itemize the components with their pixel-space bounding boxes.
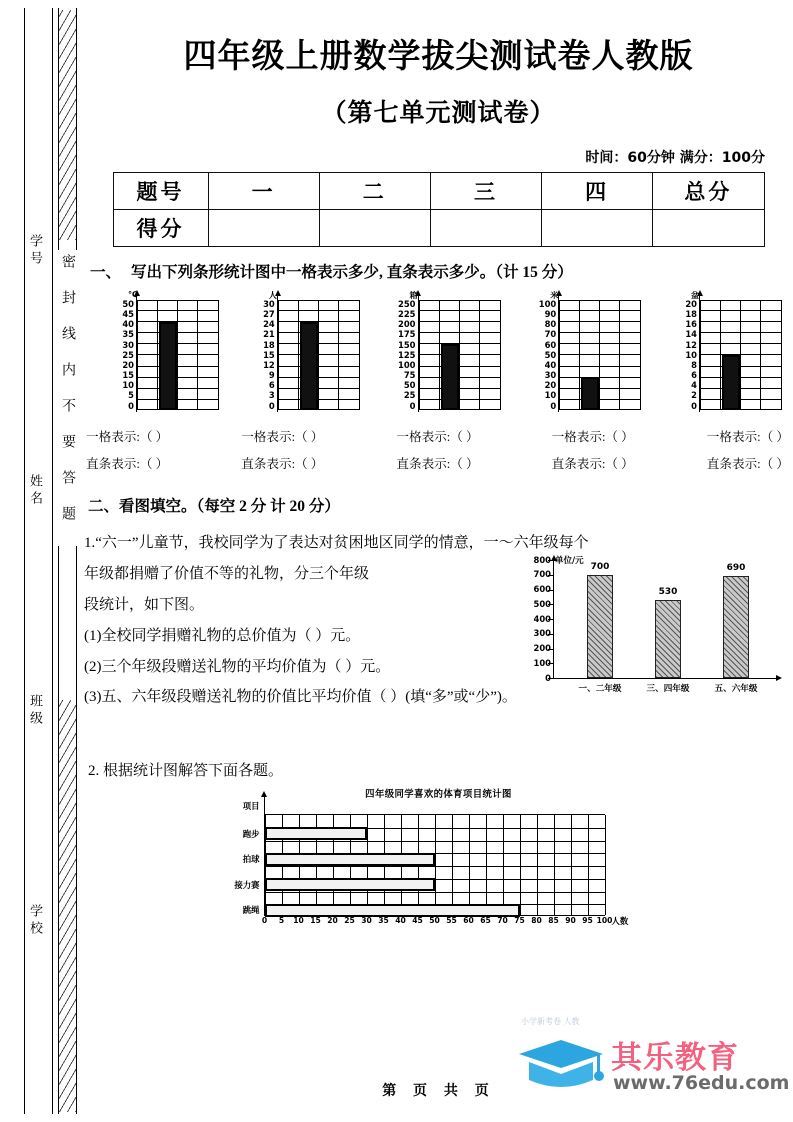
y-tick-label: 225 (398, 309, 416, 320)
grid-row (559, 322, 641, 333)
donation-bar (655, 600, 681, 678)
donation-y-tick-label: 500 (533, 598, 551, 609)
sports-x-axis-unit: 人数 (611, 916, 629, 926)
y-tick-label: 15 (122, 370, 134, 381)
mini-chart-y-ticks (245, 300, 275, 410)
grid-row (137, 300, 219, 311)
grid-row (137, 389, 219, 400)
logo-url-text: www.76edu.com (613, 1072, 790, 1094)
mini-chart-unit-label: 盆 (691, 291, 699, 300)
y-tick-label: 15 (263, 349, 275, 360)
score-col-3: 三 (430, 173, 541, 210)
grid-row (137, 311, 219, 322)
grid-row (278, 367, 360, 378)
mini-chart-grid-rows (278, 300, 360, 410)
exam-main-column (84, 0, 793, 1122)
mini-bar-chart-1 (104, 292, 222, 418)
grid-row (700, 389, 782, 400)
sealing-sidebar (0, 0, 80, 1122)
page-footer: 第 页 共 页 (382, 1083, 495, 1099)
sports-x-tick-label: 30 (361, 916, 372, 925)
y-tick-label: 25 (403, 390, 416, 401)
sports-x-tick-label: 90 (565, 916, 576, 925)
section-1-number: 一、 (90, 264, 122, 281)
y-tick-label: 20 (122, 359, 134, 370)
table-row (113, 173, 764, 210)
answer-blank-bar[interactable]: 直条表示:（ ） (86, 457, 169, 471)
y-tick-label: 60 (544, 339, 557, 350)
donation-category-label: 一、二年级 (578, 684, 622, 694)
donation-chart-unit-label: 单位/元 (555, 556, 584, 566)
y-tick-label: 20 (544, 380, 557, 391)
score-table (113, 172, 765, 247)
sports-grid-vline (503, 815, 504, 915)
y-tick-label: 10 (122, 380, 134, 391)
grid-row (137, 333, 219, 344)
y-tick-label: 25 (122, 349, 134, 360)
blank-row-grid-value (86, 426, 789, 445)
y-tick-label: 200 (398, 319, 416, 330)
section-1-heading (90, 260, 787, 282)
sports-category-label: 跑步 (242, 828, 260, 839)
sports-grid-vline (554, 815, 555, 915)
mini-chart-grid-rows (700, 300, 782, 410)
y-tick-label: 50 (122, 299, 134, 309)
answer-blank-grid[interactable]: 一格表示:（ ） (706, 430, 789, 444)
grid-row (419, 400, 501, 410)
sidebar-field-banji: 班级 (26, 690, 45, 732)
q1-line-3: 段统计，如下图。 (84, 596, 205, 613)
sports-x-tick-label: 5 (278, 916, 285, 925)
y-tick-label: 30 (544, 370, 557, 381)
donation-bar-value-label: 530 (658, 586, 678, 597)
mini-chart-bar (159, 322, 177, 410)
y-tick-label: 20 (685, 299, 697, 309)
y-tick-label: 50 (403, 380, 416, 391)
sports-x-tick-label: 80 (531, 916, 542, 925)
y-tick-label: 30 (263, 299, 275, 309)
y-tick-label: 10 (685, 349, 697, 360)
y-tick-label: 14 (685, 329, 697, 340)
question-1-block (84, 528, 793, 743)
sports-grid-vline (537, 815, 538, 915)
sidebar-rule-1 (24, 8, 25, 1114)
grid-row (278, 400, 360, 410)
mini-chart-bar (300, 322, 318, 410)
q1-item-1[interactable]: (1)全校同学捐赠礼物的总价值为（ ）元。 (84, 627, 361, 644)
grid-row (419, 300, 501, 311)
mini-chart-unit-label: 人 (268, 291, 277, 300)
score-cell-total[interactable] (653, 210, 764, 247)
score-cell-4[interactable] (542, 210, 653, 247)
mini-chart-bar (722, 355, 740, 410)
score-col-4: 四 (542, 173, 653, 210)
answer-blank-bar[interactable]: 直条表示:（ ） (706, 457, 789, 471)
y-tick-label: 50 (544, 349, 557, 360)
sports-grid-hline (265, 892, 605, 893)
y-tick-label: 75 (403, 370, 416, 381)
grid-row (700, 400, 782, 410)
donation-y-tick (548, 649, 554, 650)
mini-chart-unit-label: 米 (550, 291, 559, 300)
answer-blank-grid[interactable]: 一格表示:（ ） (551, 430, 634, 444)
sports-horizontal-bar-chart (224, 786, 654, 934)
y-tick-label: 0 (550, 400, 557, 411)
y-tick-label: 0 (128, 400, 134, 411)
y-tick-label: 40 (544, 359, 557, 370)
grid-row (137, 322, 219, 333)
y-tick-label: 6 (268, 380, 275, 391)
donation-y-tick (548, 590, 554, 591)
sports-grid-vline (469, 815, 470, 915)
sidebar-field-xingming: 姓名 (26, 470, 45, 512)
grid-row (559, 355, 641, 366)
donation-bar-value-label: 690 (726, 563, 746, 574)
page-title: 四年级上册数学拔尖测试卷人教版 (183, 36, 694, 75)
donation-y-tick (548, 575, 554, 576)
grid-row (278, 378, 360, 389)
mini-chart-grid-rows (419, 300, 501, 410)
mini-chart-grid-rows (137, 300, 219, 410)
y-tick-label: 9 (268, 370, 275, 381)
sports-grid-hline (265, 841, 605, 842)
mini-chart-grid-rows (559, 300, 641, 410)
seal-hatch-bottom (58, 700, 76, 1112)
grid-row (278, 300, 360, 311)
y-tick-label: 175 (398, 329, 416, 340)
mini-bar-chart-row (104, 292, 785, 418)
mini-chart-y-ticks (104, 300, 134, 410)
mini-chart-y-ticks (526, 300, 556, 410)
grid-row (137, 400, 219, 410)
sports-bar (265, 904, 520, 917)
mini-chart-unit-label: 箱 (409, 291, 418, 300)
grid-row (700, 355, 782, 366)
sports-x-tick-label: 50 (429, 916, 440, 925)
grid-row (700, 311, 782, 322)
y-tick-label: 35 (122, 329, 134, 340)
donation-y-tick (548, 619, 554, 620)
y-tick-label: 0 (268, 400, 275, 411)
sports-x-tick-label: 70 (497, 916, 508, 925)
mini-bar-chart-4 (526, 292, 644, 418)
mini-chart-unit-label: ℃ (128, 290, 138, 299)
answer-blank-bar[interactable]: 直条表示:（ ） (551, 457, 634, 471)
donation-y-tick-label: 600 (533, 584, 551, 594)
logo-watermark: 小学新考卷 人教 (521, 1017, 580, 1026)
donation-x-axis (553, 678, 777, 679)
answer-blank-grid[interactable]: 一格表示:（ ） (241, 430, 324, 444)
sports-bar (265, 878, 435, 891)
score-cell-1[interactable] (208, 210, 319, 247)
donation-y-tick (548, 560, 554, 561)
grid-row (559, 300, 641, 311)
grid-row (419, 322, 501, 333)
y-tick-label: 8 (691, 359, 697, 370)
donation-y-tick-label: 200 (533, 643, 551, 653)
grid-row (419, 333, 501, 344)
donation-y-tick-label: 800 (533, 554, 551, 565)
y-tick-label: 4 (691, 380, 697, 391)
y-tick-label: 150 (398, 339, 416, 350)
y-tick-label: 12 (685, 339, 697, 350)
y-tick-label: 10 (544, 390, 557, 401)
grid-row (278, 344, 360, 355)
mini-chart-bar (581, 377, 599, 410)
grid-row (700, 367, 782, 378)
y-tick-label: 70 (544, 329, 557, 340)
y-tick-label: 125 (398, 349, 416, 360)
mini-bar-chart-5 (667, 292, 785, 418)
sports-x-tick-label: 15 (310, 916, 321, 925)
grid-row (278, 333, 360, 344)
sports-category-label: 拍球 (242, 854, 260, 865)
table-row (113, 210, 764, 247)
y-tick-label: 16 (685, 319, 697, 330)
q1-line-1: 1.“六一”儿童节，我校同学为了表达对贫困地区同学的情意，一～六年级每个 (84, 535, 589, 551)
donation-category-label: 五、六年级 (714, 684, 758, 694)
sports-x-tick-label: 55 (446, 916, 457, 925)
grid-row (700, 322, 782, 333)
donation-y-tick-label: 700 (533, 569, 551, 580)
exam-meta-info: 时间：60分钟 满分：100分 (585, 150, 765, 166)
sports-category-label: 接力赛 (234, 879, 260, 890)
grid-row (559, 344, 641, 355)
mini-bar-chart-2 (245, 292, 363, 418)
mini-chart-y-ticks (386, 300, 416, 410)
sports-x-tick-label: 75 (514, 916, 525, 925)
sports-bar (265, 853, 435, 866)
sports-grid-vline (452, 815, 453, 915)
answer-blank-grid[interactable]: 一格表示:（ ） (86, 430, 169, 444)
mini-chart-y-ticks (667, 300, 697, 410)
sports-x-tick-label: 40 (395, 916, 406, 925)
donation-y-tick-label: 300 (533, 628, 551, 639)
sports-x-tick-label: 60 (463, 916, 474, 925)
y-tick-label: 6 (691, 370, 697, 381)
donation-y-tick-label: 100 (533, 657, 551, 668)
grid-row (278, 311, 360, 322)
mini-bar-chart-3 (386, 292, 504, 418)
grid-row (559, 378, 641, 389)
sports-grid-vline (486, 815, 487, 915)
grid-row (700, 300, 782, 311)
sports-grid-vline (520, 815, 521, 915)
y-tick-label: 18 (685, 309, 697, 320)
grid-row (559, 400, 641, 410)
q1-item-3[interactable]: (3)五、六年级段赠送礼物的价值比平均价值（ ）(填“多”或“少”)。 (84, 689, 517, 706)
y-tick-label: 0 (409, 400, 416, 411)
y-tick-label: 80 (544, 319, 557, 330)
y-tick-label: 18 (263, 339, 275, 350)
grid-row (137, 355, 219, 366)
y-tick-label: 3 (268, 390, 275, 401)
donation-bar-value-label: 700 (590, 561, 610, 572)
sports-plot-area (265, 814, 605, 916)
sports-x-tick-label: 35 (378, 916, 389, 925)
section-2-heading: 二、看图填空。（每空 2 分 计 20 分） (88, 498, 340, 515)
grid-row (278, 389, 360, 400)
sidebar-field-xuehao: 学号 (26, 230, 45, 272)
score-col-1: 一 (208, 173, 319, 210)
grid-row (700, 344, 782, 355)
grid-row (700, 333, 782, 344)
grid-row (137, 378, 219, 389)
sports-x-tick-label: 65 (480, 916, 491, 925)
grid-row (137, 367, 219, 378)
graduation-cap-icon (515, 1038, 607, 1092)
sports-grid-vline (588, 815, 589, 915)
donation-bar (723, 576, 749, 678)
sidebar-rule-4 (76, 8, 77, 1114)
grid-row (559, 311, 641, 322)
y-tick-label: 21 (263, 329, 275, 340)
grid-row (419, 389, 501, 400)
answer-blank-bar[interactable]: 直条表示:（ ） (241, 457, 324, 471)
answer-blank-bar[interactable]: 直条表示:（ ） (396, 457, 479, 471)
y-tick-label: 27 (263, 309, 275, 320)
y-tick-label: 100 (538, 299, 557, 309)
grid-row (278, 322, 360, 333)
y-tick-label: 90 (544, 309, 557, 320)
sports-x-tick-label: 95 (582, 916, 593, 925)
sports-x-tick-label: 100 (596, 916, 613, 925)
blank-row-bar-value (86, 453, 789, 472)
donation-column-chart (521, 556, 793, 696)
sports-x-tick-label: 45 (412, 916, 423, 925)
donation-category-label: 三、四年级 (646, 684, 690, 694)
donation-y-tick-label: 0 (545, 672, 551, 683)
sports-category-label: 跳绳 (242, 905, 260, 916)
grid-row (559, 367, 641, 378)
sports-x-tick-label: 20 (327, 916, 338, 925)
grid-row (419, 367, 501, 378)
y-tick-label: 30 (122, 339, 134, 350)
sidebar-rule-2 (52, 8, 53, 1114)
donation-bar (587, 575, 613, 678)
donation-y-tick (548, 604, 554, 605)
grid-row (137, 344, 219, 355)
score-cell-2[interactable] (319, 210, 430, 247)
y-tick-label: 0 (691, 400, 697, 411)
y-tick-label: 2 (691, 390, 697, 401)
y-tick-label: 250 (398, 299, 416, 309)
donation-y-tick-label: 400 (533, 613, 551, 624)
sports-x-tick-label: 10 (293, 916, 304, 925)
sports-bar (265, 827, 367, 840)
grid-row (419, 378, 501, 389)
sports-x-tick-label: 25 (344, 916, 355, 925)
q1-line-2: 年级都捐赠了价值不等的礼物，分三个年级 (84, 565, 370, 582)
score-row-label-timu: 题号 (113, 173, 208, 210)
score-col-2: 二 (319, 173, 430, 210)
sports-x-tick-label: 85 (548, 916, 559, 925)
brand-logo (515, 1017, 790, 1108)
sports-grid-vline (435, 815, 436, 915)
page-subtitle: （第七单元测试卷） (321, 98, 556, 127)
seal-hatch-top (58, 10, 76, 240)
grid-row (700, 378, 782, 389)
grid-row (559, 333, 641, 344)
answer-blank-grid[interactable]: 一格表示:（ ） (396, 430, 479, 444)
sports-grid-hline (265, 866, 605, 867)
grid-row (278, 355, 360, 366)
q1-item-2[interactable]: (2)三个年级段赠送礼物的平均价值为（ ）元。 (84, 658, 391, 675)
donation-y-tick (548, 678, 554, 679)
seal-line-text: 密封线内不要答题 (57, 250, 77, 546)
y-tick-label: 24 (263, 319, 275, 330)
sports-chart-title: 四年级同学喜欢的体育项目统计图 (365, 789, 512, 800)
y-tick-label: 12 (263, 359, 275, 370)
score-row-label-defen: 得分 (113, 210, 208, 247)
y-tick-label: 45 (122, 309, 134, 320)
mini-chart-bar (441, 344, 459, 410)
donation-y-tick (548, 634, 554, 635)
logo-brand-text: 其乐教育 (611, 1040, 739, 1076)
section-1-text: 写出下列条形统计图中一格表示多少, 直条表示多少。（计 15 分） (131, 264, 573, 281)
score-cell-3[interactable] (430, 210, 541, 247)
grid-row (559, 389, 641, 400)
sports-x-tick-label: 0 (261, 916, 268, 925)
y-tick-label: 5 (128, 390, 134, 401)
sports-grid-vline (605, 815, 606, 915)
score-col-total: 总分 (653, 173, 764, 210)
sports-axis-corner-label: 项目 (242, 801, 260, 811)
sidebar-field-xuexiao: 学校 (26, 900, 45, 942)
grid-row (419, 344, 501, 355)
grid-row (419, 355, 501, 366)
donation-y-tick (548, 663, 554, 664)
y-tick-label: 100 (398, 359, 416, 370)
sports-grid-vline (571, 815, 572, 915)
sports-category-labels (224, 800, 262, 916)
question-2-heading: 2. 根据统计图解答下面各题。 (88, 763, 284, 779)
grid-row (419, 311, 501, 322)
y-tick-label: 40 (122, 319, 134, 330)
